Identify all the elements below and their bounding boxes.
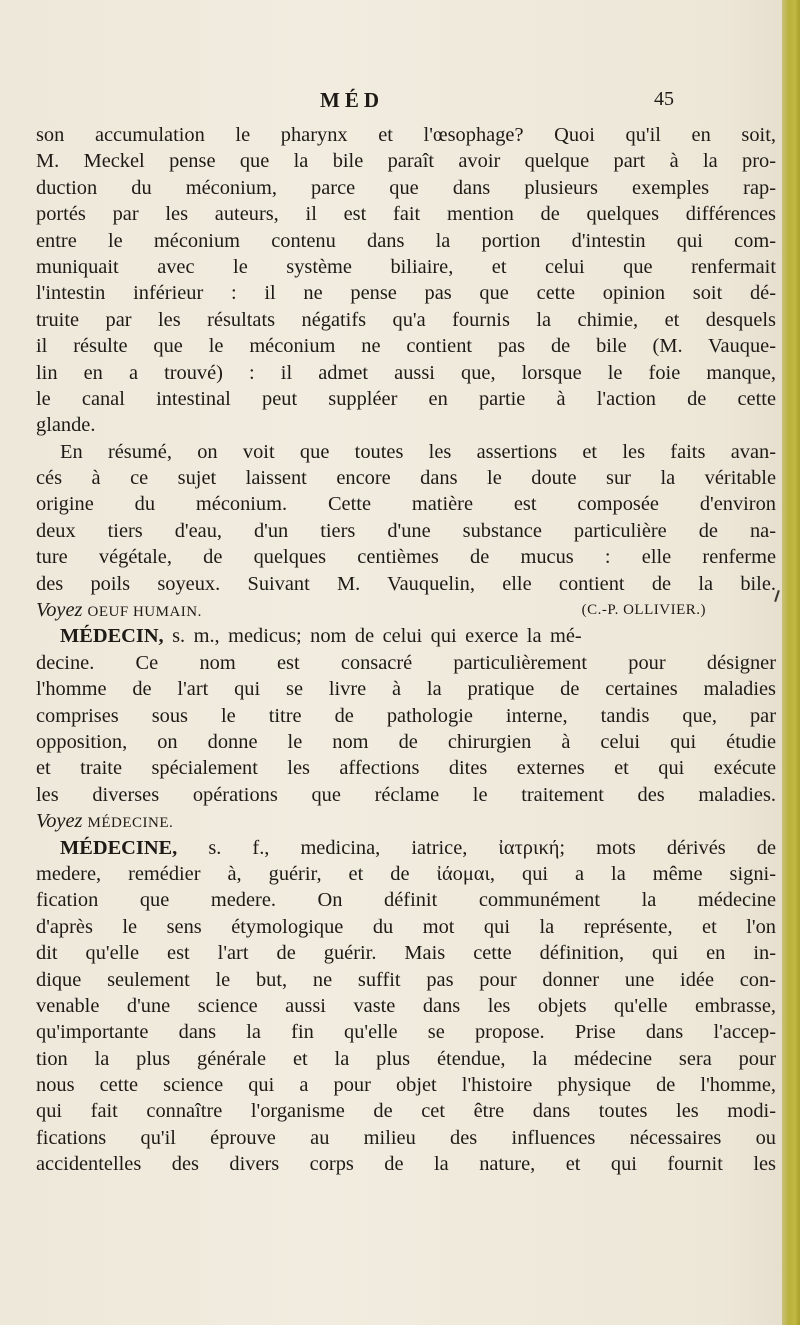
text-line: duction du méconium, parce que dans plusieurs exemples rap- [36, 176, 776, 199]
text-line: portés par les auteurs, il est fait mention de quelques différences [36, 203, 776, 226]
text-line: deux tiers d'eau, d'un tiers d'une substance particulière de na- [36, 519, 776, 542]
text-line: ture végétale, de quelques centièmes de mucus : elle renferme [36, 546, 776, 569]
page-header [0, 88, 800, 118]
cross-reference-line [36, 808, 776, 834]
text-line: truite par les résultats négatifs qu'a fournis la chimie, et desquels [36, 308, 776, 331]
text-line: d'après le sens étymologique du mot qui la représente, et l'on [36, 915, 776, 938]
text-line: accidentelles des divers corps de la nature, et qui fournit les [36, 1153, 776, 1176]
entry-definition-start: s. m., medicus; nom de celui qui exerce la mé- [163, 625, 582, 648]
text-line: dique seulement le but, ne suffit pas pour donner une idée con- [36, 968, 776, 991]
text-line: et traite spécialement les affections dites externes et qui exécute [36, 757, 776, 780]
text-line: l'homme de l'art qui se livre à la pratique de certaines maladies [36, 678, 776, 701]
text-line: medere, remédier à, guérir, et de ἰάομαι, qui a la même signi- [36, 862, 776, 885]
text-line: glande. [36, 414, 96, 437]
entry-first-line [36, 835, 776, 861]
text-line: tion la plus générale et la plus étendue, la médecine sera pour [36, 1047, 776, 1070]
text-line: fications qu'il éprouve au milieu des influences nécessaires ou [36, 1126, 776, 1149]
text-line: decine. Ce nom est consacré particulièrement pour désigner [36, 651, 776, 674]
text-line: venable d'une science aussi vaste dans les objets qu'elle embrasse, [36, 994, 776, 1017]
see-also-target: OEUF HUMAIN. [87, 604, 202, 621]
entry-headword: MÉDECINE, [60, 836, 178, 859]
entry-first-line [36, 623, 776, 649]
text-line: qu'importante dans la fin qu'elle se propose. Prise dans l'accep- [36, 1021, 776, 1044]
text-line: cés à ce sujet laissent encore dans le doute sur la véritable [36, 467, 776, 490]
text-line: fication que medere. On définit communément la médecine [36, 889, 776, 912]
page-body [36, 122, 776, 1178]
text-line: les diverses opérations que réclame le traitement des maladies. [36, 783, 776, 806]
see-also-label: Voyez [36, 810, 83, 833]
text-line: En résumé, on voit que toutes les assertions et les faits avan- [60, 440, 776, 463]
entry-definition-start: s. f., medicina, iatrice, ἰατρική; mots dérivés de [177, 836, 776, 859]
text-line: des poils soyeux. Suivant M. Vauquelin, elle contient de la bile. [36, 572, 776, 595]
text-line: M. Meckel pense que la bile paraît avoir quelque part à la pro- [36, 150, 776, 173]
text-line: le canal intestinal peut suppléer en partie à l'action de cette [36, 387, 776, 410]
book-spine-edge [782, 0, 800, 1325]
see-also-target: MÉDECINE. [87, 815, 174, 832]
text-line: dit qu'elle est l'art de guérir. Mais cette définition, qui en in- [36, 942, 776, 965]
page-number: 45 [654, 88, 674, 110]
text-line: muniquait avec le système biliaire, et celui que renfermait [36, 255, 776, 278]
text-line: nous cette science qui a pour objet l'histoire physique de l'homme, [36, 1074, 776, 1097]
see-also-label: Voyez [36, 599, 83, 622]
cross-reference-line [36, 597, 776, 623]
text-line: qui fait connaître l'organisme de cet être dans toutes les modi- [36, 1100, 776, 1123]
text-line: lin en a trouvé) : il admet aussi que, lorsque le foie manque, [36, 361, 776, 384]
text-line: entre le méconium contenu dans la portion d'intestin qui com- [36, 229, 776, 252]
text-line: il résulte que le méconium ne contient pas de bile (M. Vauque- [36, 335, 776, 358]
text-line: son accumulation le pharynx et l'œsophage? Quoi qu'il en soit, [36, 124, 776, 146]
author-signature: (C.-P. OLLIVIER.) [581, 602, 706, 619]
text-line: comprises sous le titre de pathologie interne, tandis que, par [36, 704, 776, 727]
entry-headword: MÉDECIN, [60, 625, 164, 648]
text-line: origine du méconium. Cette matière est composée d'environ [36, 493, 776, 516]
text-line: opposition, on donne le nom de chirurgien à celui qui étudie [36, 730, 776, 753]
running-head: MÉD [320, 88, 384, 112]
text-line: l'intestin inférieur : il ne pense pas que cette opinion soit dé- [36, 282, 776, 305]
